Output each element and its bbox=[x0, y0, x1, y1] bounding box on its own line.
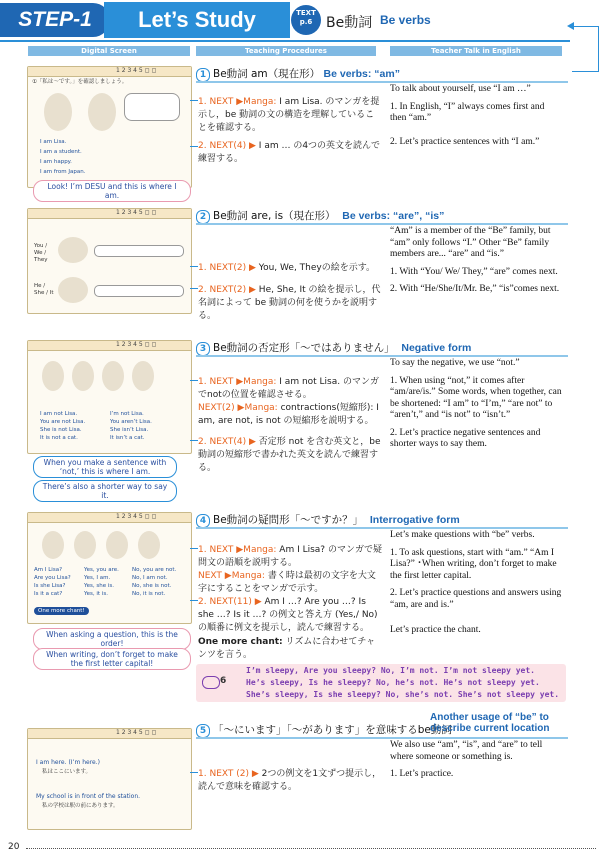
procedure-step: 1. NEXT (2) ▶ 2つの例文を1文ずつ提示し，読んで意味を確認する。 bbox=[198, 769, 382, 792]
connector-line bbox=[190, 266, 198, 267]
digital-screen-3: 1 2 3 4 5 ◻ ◻ I am not Lisa. You are not Lisa. She is not Lisa. It is not a cat. I’m not Lisa. You aren’t Lisa. She isn’t Lisa. It isn’t a cat. bbox=[27, 340, 192, 454]
talk-line: To talk about yourself, use “I am …” bbox=[390, 84, 531, 94]
talk-line: 2. Let’s practice sentences with “I am.” bbox=[390, 136, 540, 147]
talk-line: Let’s practice the chant. bbox=[390, 625, 481, 635]
illustration bbox=[58, 277, 88, 303]
callout-bubble: When writing, don’t forget to make the first letter capital! bbox=[33, 648, 191, 670]
section-heading-5: 5 「〜にいます」「〜があります」を意味するbe動詞 bbox=[196, 722, 452, 738]
procedure-step: 1. NEXT ▶Manga: I am not Lisa. のマンガでnotの位置を確認させる。 bbox=[198, 377, 379, 400]
page-number: 20 bbox=[8, 842, 20, 852]
digital-screen-2: 1 2 3 4 5 ◻ ◻ You / We / They He / She / It bbox=[27, 208, 192, 314]
connector-line bbox=[190, 146, 198, 147]
talk-line: “Am” is a member of the “Be” family, but “am” only follows “I.” Other “Be” family members are... “are” and “is.” bbox=[390, 226, 551, 259]
text-page-badge: TEXT p.6 bbox=[291, 5, 321, 35]
talk-line: 1. To ask questions, start with “am.” “Am I Lisa?” ･When writing, don’t forget to make the first letter capital. bbox=[390, 547, 557, 581]
footer-rule bbox=[26, 848, 596, 849]
screen-line: It isn’t a cat. bbox=[110, 435, 145, 441]
section-rule bbox=[196, 527, 568, 529]
procedure-step: 1. NEXT ▶Manga: I am Lisa. のマンガを提示し，be 動詞の文の構造を理解していることを確認する。 bbox=[198, 97, 380, 133]
illustration bbox=[42, 531, 64, 559]
digital-screen-4: 1 2 3 4 5 ◻ ◻ Am I Lisa? Are you Lisa? Is she Lisa? Is it a cat? Yes, you are. Yes, I am. Yes, she is. Yes, it is. No, you are not. No, I am not. No, she is not. No, it is not. One more chant! bbox=[27, 512, 192, 624]
illustration bbox=[132, 361, 154, 391]
title-japanese: Be動詞 bbox=[326, 15, 373, 31]
return-arrow bbox=[572, 26, 599, 72]
teacher-talk-1 bbox=[390, 84, 562, 154]
teacher-talk-3 bbox=[390, 358, 562, 457]
teacher-talk-5 bbox=[390, 740, 562, 787]
talk-line: 1. When using “not,” it comes after “am/are/is.” Some words, when together, can be shortened: “I am” to “I’m,” “are not” to “aren’t,” and “is not” to “isn’t.” bbox=[390, 375, 562, 420]
answer-strip bbox=[94, 285, 184, 297]
illustration bbox=[58, 237, 88, 263]
title-english: Be verbs bbox=[380, 13, 431, 27]
procedure-step: 2. NEXT(11) ▶ Am I …? Are you …? Is she …? Is it …? の例文と答え方 (Yes,/ No) の順番に例文を提示し，読んで練習する。 bbox=[198, 597, 378, 633]
callout-bubble: When asking a question, this is the order! bbox=[33, 628, 191, 650]
cd-icon bbox=[202, 676, 220, 689]
section-title-en: Another usage of “be” to describe current location bbox=[430, 712, 550, 734]
screen-line: It is not a cat. bbox=[40, 435, 78, 441]
talk-line: 2. Let’s practice negative sentences and shorter ways to say them. bbox=[390, 427, 541, 449]
screen-line: I’m not Lisa. bbox=[110, 411, 144, 417]
connector-line bbox=[190, 100, 198, 101]
screen-line: She is not Lisa. bbox=[40, 427, 82, 433]
screen-translation: 私はここにいます。 bbox=[42, 769, 92, 775]
screen-line: Is it a cat? bbox=[34, 591, 63, 597]
screen-line: Yes, it is. bbox=[84, 591, 108, 597]
screen-prompt: ①「私は〜です。」を確認しましょう。 bbox=[32, 79, 128, 85]
chant-line: He’s sleepy, Is he sleepy? No, he’s not. He’s not sleepy yet. bbox=[246, 678, 540, 687]
illustration bbox=[138, 531, 160, 559]
talk-line: Let’s make questions with “be” verbs. bbox=[390, 530, 535, 540]
callout-bubble: There’s also a shorter way to say it. bbox=[33, 480, 177, 502]
screen-line: Are you Lisa? bbox=[34, 575, 71, 581]
illustration bbox=[42, 361, 64, 391]
page-title: Let’s Study bbox=[104, 2, 290, 38]
teacher-talk-4 bbox=[390, 530, 562, 643]
screen-line: I am here. (I’m here.) bbox=[36, 759, 100, 766]
talk-line: 1. With “You/ We/ They,” “are” comes next. bbox=[390, 266, 558, 277]
column-teacher-talk: Teacher Talk in English bbox=[390, 46, 562, 56]
section-rule bbox=[196, 737, 568, 739]
talk-line: 2. With “He/She/It/Mr. Be,” “is”comes next. bbox=[390, 284, 560, 294]
talk-line: 2. Let’s practice questions and answers using “am, are and is.” bbox=[390, 588, 562, 610]
screen-line: You aren’t Lisa. bbox=[110, 419, 152, 425]
screen-line: No, I am not. bbox=[132, 575, 168, 581]
screen-line: I am a student. bbox=[40, 149, 82, 155]
callout-bubble: Look! I’m DESU and this is where I am. bbox=[33, 180, 191, 202]
procedure-step: 2. NEXT(2) ▶ He, She, It の絵を提示し，代名詞によって be 動詞の何を使うかを説明する。 bbox=[198, 285, 381, 321]
screen-line: Am I Lisa? bbox=[34, 567, 62, 573]
illustration bbox=[74, 531, 96, 559]
callout-bubble: When you make a sentence with ‘not,’ this is where I am. bbox=[33, 456, 177, 478]
illustration bbox=[44, 93, 72, 131]
screen-line: Yes, I am. bbox=[84, 575, 111, 581]
screen-line: No, she is not. bbox=[132, 583, 172, 589]
screen-line: Yes, you are. bbox=[84, 567, 119, 573]
section-title-en: Be verbs: “am” bbox=[323, 68, 400, 80]
connector-line bbox=[190, 772, 198, 773]
screen-translation: 私の学校は駅の前にあります。 bbox=[42, 803, 119, 809]
section-heading-3: 3 Be動詞の否定形「〜ではありません」 Negative form bbox=[196, 340, 471, 356]
speech-balloon bbox=[124, 93, 180, 121]
screen-line: I am from Japan. bbox=[40, 169, 86, 175]
section-rule bbox=[196, 355, 568, 357]
chant-line: She’s sleepy, Is she sleepy? No, she’s not. She’s not sleepy yet. bbox=[246, 690, 560, 699]
screen-line: Yes, she is. bbox=[84, 583, 115, 589]
screen-line: No, you are not. bbox=[132, 567, 177, 573]
one-more-chant-button[interactable]: One more chant! bbox=[34, 607, 89, 615]
section-heading-4: 4 Be動詞の疑問形「〜ですか？」 Interrogative form bbox=[196, 512, 460, 528]
connector-line bbox=[190, 440, 198, 441]
procedure-step: 2. NEXT(4) ▶ 否定形 not を含む英文と，be 動詞の短縮形で書かれた英文を読んで練習する。 bbox=[198, 437, 381, 473]
section-title-jp: Be動詞 am（現在形） bbox=[213, 68, 321, 80]
step-label: STEP-1 bbox=[0, 3, 110, 37]
screen-line: I am Lisa. bbox=[40, 139, 67, 145]
procedure-step: One more chant: リズムに合わせてチャンツを言う。 bbox=[198, 637, 376, 660]
illustration bbox=[72, 361, 94, 391]
talk-line: We also use “am”, “is”, and “are” to tell where someone or something is. bbox=[390, 740, 543, 762]
page-header bbox=[0, 0, 605, 42]
procedure-step: NEXT(2) ▶Manga: contractions(短縮形): I am, are not, is not の短縮形を説明する。 bbox=[198, 403, 379, 426]
digital-screen-5: 1 2 3 4 5 ◻ ◻ I am here. (I’m here.) 私はここにいます。 My school is in front of the station. 私の学校は駅の前にあります。 bbox=[27, 728, 192, 830]
procedure-step: 1. NEXT ▶Manga: Am I Lisa? のマンガで疑問文の語順を説明する。 bbox=[198, 545, 382, 568]
connector-line bbox=[190, 288, 198, 289]
screen-line: I am not Lisa. bbox=[40, 411, 78, 417]
column-teaching-procedures: Teaching Procedures bbox=[196, 46, 376, 56]
section-heading-2: 2 Be動詞 are, is（現在形） Be verbs: “are”, “is” bbox=[196, 208, 444, 224]
illustration bbox=[88, 93, 116, 131]
section-rule bbox=[196, 223, 568, 225]
screen-line: She isn’t Lisa. bbox=[110, 427, 149, 433]
talk-line: 1. Let’s practice. bbox=[390, 769, 454, 779]
header-rule bbox=[0, 40, 570, 42]
answer-strip bbox=[94, 245, 184, 257]
screen-line: No, it is not. bbox=[132, 591, 166, 597]
screen-line: Is she Lisa? bbox=[34, 583, 66, 589]
procedure-step: NEXT ▶Manga: 書く時は最初の文字を大文字にすることをマンガで示す。 bbox=[198, 571, 376, 594]
screen-line: I am happy. bbox=[40, 159, 72, 165]
column-digital-screen: Digital Screen bbox=[28, 46, 190, 56]
screen-line: My school is in front of the station. bbox=[36, 793, 141, 800]
screen-line: You are not Lisa. bbox=[40, 419, 86, 425]
connector-line bbox=[190, 380, 198, 381]
procedure-step: 2. NEXT(4) ▶ I am … の4つの英文を読んで練習する。 bbox=[198, 141, 381, 164]
talk-line: 1. In English, “I” always comes first and then “am.” bbox=[390, 101, 545, 123]
chant-line: I’m sleepy, Are you sleepy? No, I’m not. I’m not sleepy yet. bbox=[246, 666, 535, 675]
digital-screen-1: 1 2 3 4 5 ◻ ◻ ①「私は〜です。」を確認しましょう。 I am Lisa. I am a student. I am happy. I am from Japan. bbox=[27, 66, 192, 188]
chant-number: 6 bbox=[220, 676, 227, 686]
illustration bbox=[102, 361, 124, 391]
section-number: 1 bbox=[196, 68, 210, 82]
section-heading-1 bbox=[196, 66, 400, 82]
connector-line bbox=[190, 548, 198, 549]
procedure-step: 1. NEXT(2) ▶ You, We, Theyの絵を示す。 bbox=[198, 263, 376, 273]
section-rule bbox=[196, 81, 568, 83]
screen-line: You / We / They bbox=[34, 243, 48, 263]
teacher-talk-2 bbox=[390, 226, 562, 302]
screen-line: He / She / It bbox=[34, 283, 54, 296]
talk-line: To say the negative, we use “not.” bbox=[390, 358, 520, 368]
connector-line bbox=[190, 600, 198, 601]
arrow-head-icon bbox=[567, 22, 574, 30]
illustration bbox=[106, 531, 128, 559]
